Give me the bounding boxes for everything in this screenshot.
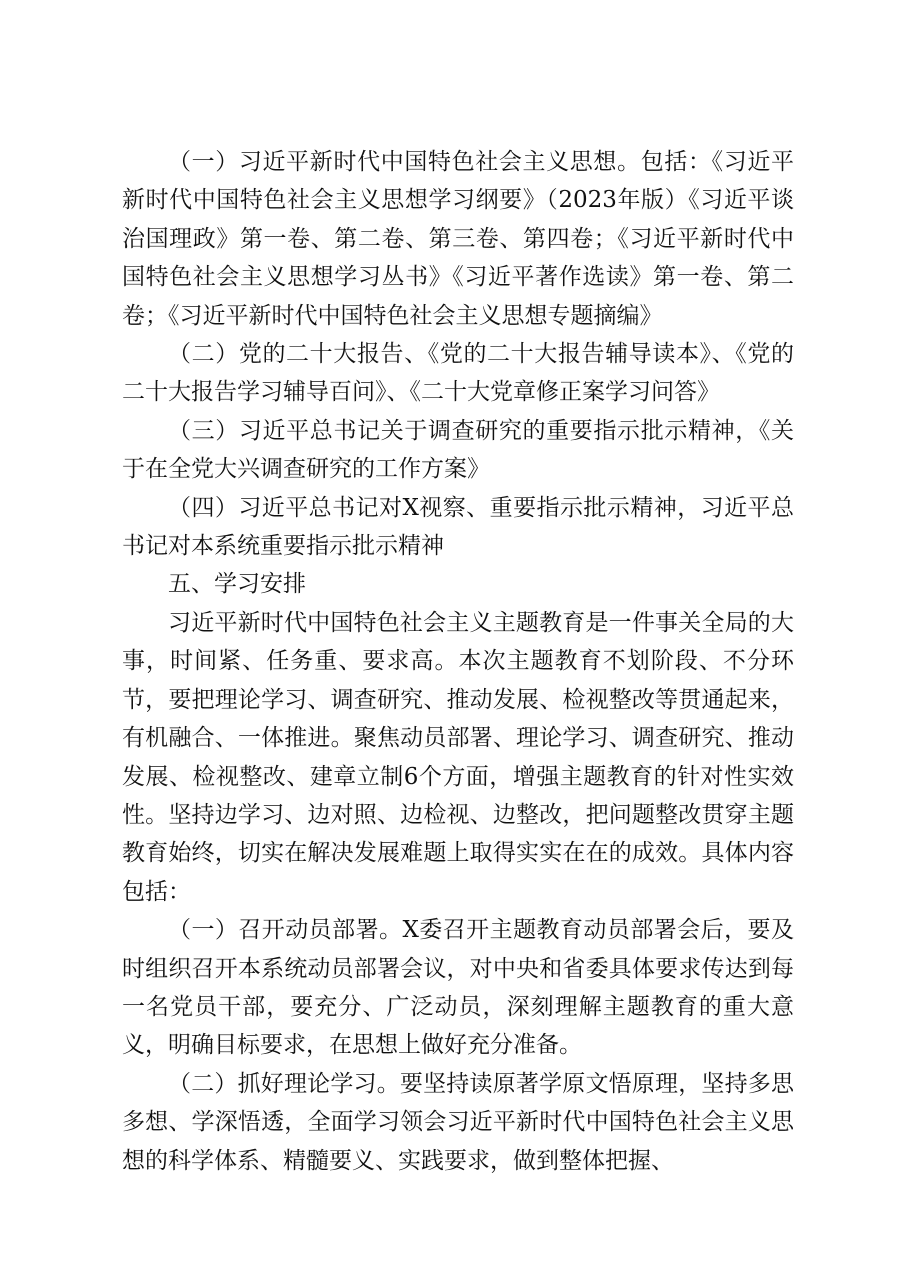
paragraph-study-materials-3: （三）习近平总书记关于调查研究的重要指示批示精神，《关于在全党大兴调查研究的工作方案》 [122, 417, 794, 483]
paragraph-study-materials-1: （一）习近平新时代中国特色社会主义思想。包括：《习近平新时代中国特色社会主义思想学习纲要》（2023年版）《习近平谈治国理政》第一卷、第二卷、第三卷、第四卷；《习近平新时代中国特色社会主义思想学习丛书》《习近平著作选读》第一卷、第二卷；《习近平新时代中国特色社会主义思想专题摘编》 [122, 149, 794, 329]
paragraph-study-materials-2: （二）党的二十大报告、《党的二十大报告辅导读本》、《党的二十大报告学习辅导百问》、《二十大党章修正案学习问答》 [122, 341, 794, 406]
document-page [122, 143, 794, 1180]
section-heading-study-arrangement: 五、学习安排 [168, 571, 306, 598]
paragraph-mobilization: （一）召开动员部署。X委召开主题教育动员部署会后，要及时组织召开本系统动员部署会议，对中央和省委具体要求传达到每一名党员干部，要充分、广泛动员，深刻理解主题教育的重大意义，明确目标要求，在思想上做好充分准备。 [122, 917, 794, 1059]
paragraph-study-arrangement-intro: 习近平新时代中国特色社会主义主题教育是一件事关全局的大事，时间紧、任务重、要求高。本次主题教育不划阶段、不分环节，要把理论学习、调查研究、推动发展、检视整改等贯通起来，有机融合、一体推进。聚焦动员部署、理论学习、调查研究、推动发展、检视整改、建章立制6个方面，增强主题教育的针对性实效性。坚持边学习、边对照、边检视、边整改，把问题整改贯穿主题教育始终，切实在解决发展难题上取得实实在在的成效。具体内容包括： [122, 609, 794, 905]
paragraph-study-materials-4: （四）习近平总书记对X视察、重要指示批示精神，习近平总书记对本系统重要指示批示精神 [122, 494, 794, 560]
paragraph-theory-study: （二）抓好理论学习。要坚持读原著学原文悟原理，坚持多思多想、学深悟透，全面学习领会习近平新时代中国特色社会主义思想的科学体系、精髓要义、实践要求，做到整体把握、 [122, 1070, 794, 1174]
